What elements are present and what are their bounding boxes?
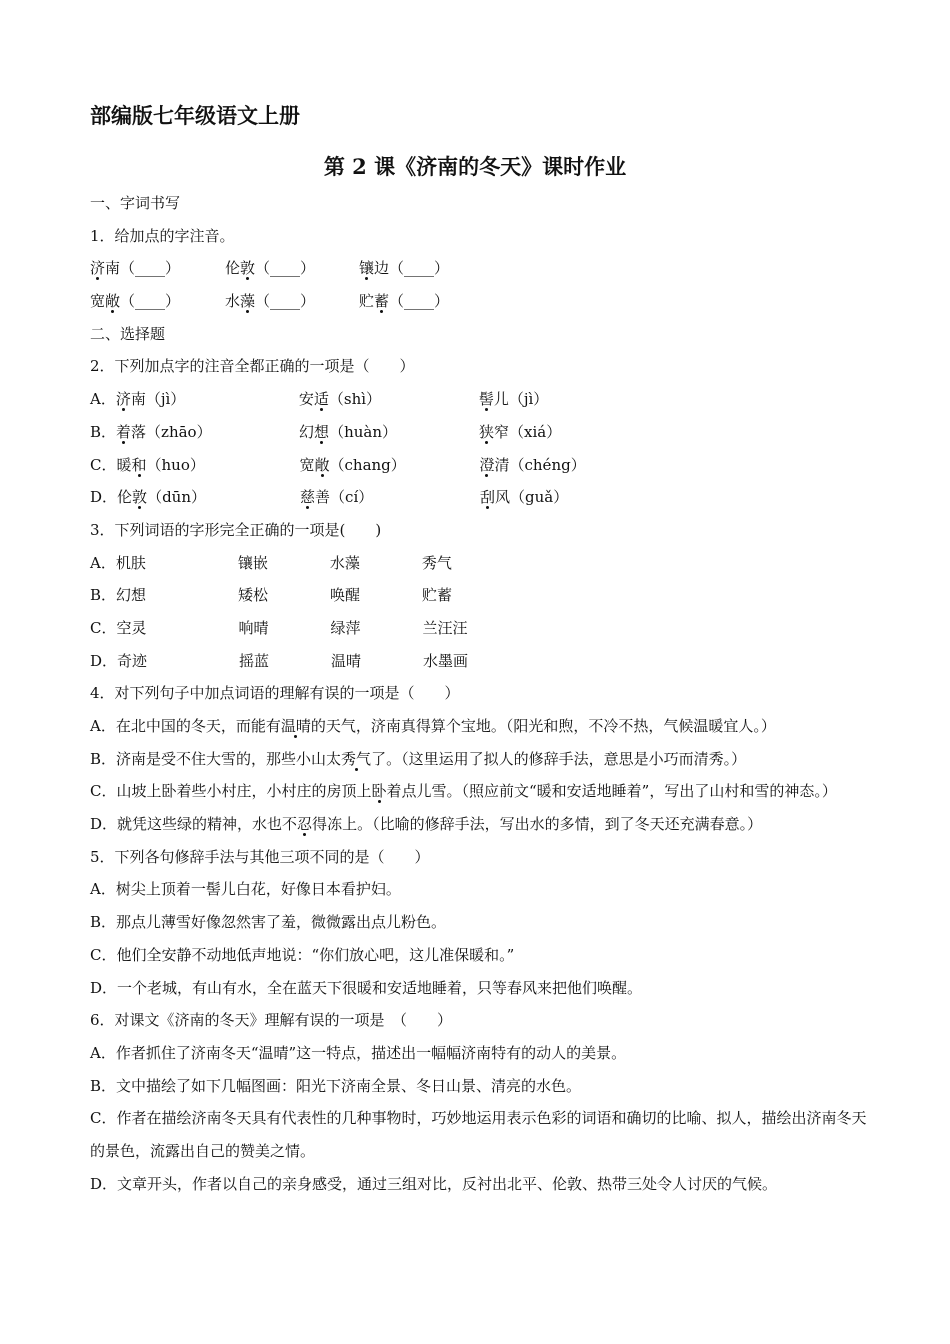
option-row: D．就凭这些绿的精神，水也不忍得冻上。（比喻的修辞手法，写出水的多情，到了冬天还充满春意。） bbox=[90, 815, 763, 834]
dotted-char: 和 bbox=[131, 455, 147, 474]
dotted-char: 澄 bbox=[479, 455, 495, 474]
dotted-word: 卧 bbox=[371, 782, 387, 801]
option-row: B．着落（zhāo） 幻想（huàn） 狭窄（xiá） bbox=[90, 422, 562, 441]
dotted-char: 刮 bbox=[480, 488, 496, 507]
dotted-char: 适 bbox=[313, 390, 329, 409]
worksheet-content bbox=[90, 187, 870, 1200]
question-stem: 2．下列加点字的注音全都正确的一项是（ ） bbox=[90, 357, 415, 376]
pinyin-item: 贮蓄（____） bbox=[359, 292, 450, 311]
pinyin-row bbox=[90, 285, 870, 318]
dotted-char: 慈 bbox=[300, 488, 316, 507]
option-row: A．济南（jì） 安适（shì） 髻儿（jì） bbox=[90, 390, 549, 409]
option-row: C．作者在描绘济南冬天具有代表性的几种事物时，巧妙地运用表示色彩的词语和确切的比喻、拟人，描绘出济南冬天的景色，流露出自己的赞美之情。 bbox=[90, 1109, 867, 1160]
section-heading: 一、字词书写 bbox=[90, 194, 181, 212]
option-row: B．那点儿薄雪好像忽然害了羞，微微露出点儿粉色。 bbox=[90, 913, 447, 932]
question-stem: 3．下列词语的字形完全正确的一项是( ) bbox=[90, 520, 382, 539]
option-row: D．伦敦（dūn） 慈善（cí） 刮风（guǎ） bbox=[90, 488, 569, 507]
question-stem: 6．对课文《济南的冬天》理解有误的一项是 （ ） bbox=[90, 1011, 453, 1030]
dotted-char: 敞 bbox=[314, 455, 330, 474]
question-stem: 4．对下列句子中加点词语的理解有误的一项是（ ） bbox=[90, 684, 460, 703]
dotted-word: 秀气 bbox=[341, 749, 372, 768]
dotted-char: 敦 bbox=[240, 259, 256, 278]
dotted-char: 敞 bbox=[105, 292, 121, 311]
dotted-char: 济 bbox=[90, 259, 106, 278]
option-row: D．文章开头，作者以自己的亲身感受，通过三组对比，反衬出北平、伦敦、热带三处令人讨厌的气候。 bbox=[90, 1174, 778, 1193]
pinyin-item: 镶边（____） bbox=[359, 259, 450, 278]
dotted-char: 藻 bbox=[240, 292, 256, 311]
option-row: C．山坡上卧着些小村庄，小村庄的房顶上卧着点儿雪。（照应前文“暖和安适地睡着”，写出了山村和雪的神态。） bbox=[90, 782, 837, 801]
pinyin-item: 伦敦（____） bbox=[225, 259, 316, 278]
dotted-char: 想 bbox=[314, 422, 330, 441]
option-row: D．奇迹 摇蓝 温晴 水墨画 bbox=[90, 651, 469, 670]
dotted-char: 镶 bbox=[359, 259, 375, 278]
option-row: B．幻想 矮松 唤醒 贮蓄 bbox=[90, 586, 453, 605]
pinyin-item: 济南（____） bbox=[90, 259, 181, 278]
dotted-char: 济 bbox=[115, 390, 131, 409]
dotted-char: 蓄 bbox=[374, 292, 390, 311]
dotted-char: 敦 bbox=[132, 488, 148, 507]
dotted-char: 狭 bbox=[479, 422, 495, 441]
dotted-char: 髻 bbox=[478, 390, 494, 409]
lesson-title: 第 2 课《济南的冬天》课时作业 bbox=[323, 154, 627, 179]
option-row: C．他们全安静不动地低声地说：“你们放心吧，这儿准保暖和。” bbox=[90, 945, 515, 964]
dotted-char: 着 bbox=[116, 422, 132, 441]
pinyin-item: 水藻（____） bbox=[225, 292, 316, 311]
option-row: D．一个老城，有山有水，全在蓝天下很暖和安适地睡着，只等春风来把他们唤醒。 bbox=[90, 978, 643, 997]
option-row: A．在北中国的冬天，而能有温晴的天气，济南真得算个宝地。（阳光和煦，不冷不热，气候温暖宜人。） bbox=[90, 717, 776, 735]
option-row: A．机肤 镶嵌 水藻 秀气 bbox=[90, 553, 452, 572]
section-heading: 二、选择题 bbox=[90, 324, 166, 343]
option-row: A．树尖上顶着一髻儿白花，好像日本看护妇。 bbox=[90, 880, 401, 899]
option-row: C．空灵 响晴 绿萍 兰汪汪 bbox=[90, 618, 468, 637]
dotted-word: 温晴 bbox=[280, 717, 311, 735]
pinyin-item: 宽敞（____） bbox=[90, 292, 181, 311]
pinyin-row bbox=[90, 252, 870, 285]
book-header: 部编版七年级语文上册 bbox=[90, 103, 300, 128]
option-row: C．暖和（huo） 宽敞（chang） 澄清（chéng） bbox=[90, 455, 586, 474]
option-row: A．作者抓住了济南冬天“温晴”这一特点，描述出一幅幅济南特有的动人的美景。 bbox=[90, 1043, 627, 1062]
option-row: B．文中描绘了如下几幅图画：阳光下济南全景、冬日山景、清亮的水色。 bbox=[90, 1076, 582, 1095]
option-row: B．济南是受不住大雪的，那些小山太秀气了。（这里运用了拟人的修辞手法，意思是小巧而清秀。） bbox=[90, 749, 747, 768]
question-stem: 1．给加点的字注音。 bbox=[90, 226, 235, 245]
question-stem: 5．下列各句修辞手法与其他三项不同的是（ ） bbox=[90, 847, 430, 866]
dotted-word: 不忍得 bbox=[282, 815, 328, 834]
